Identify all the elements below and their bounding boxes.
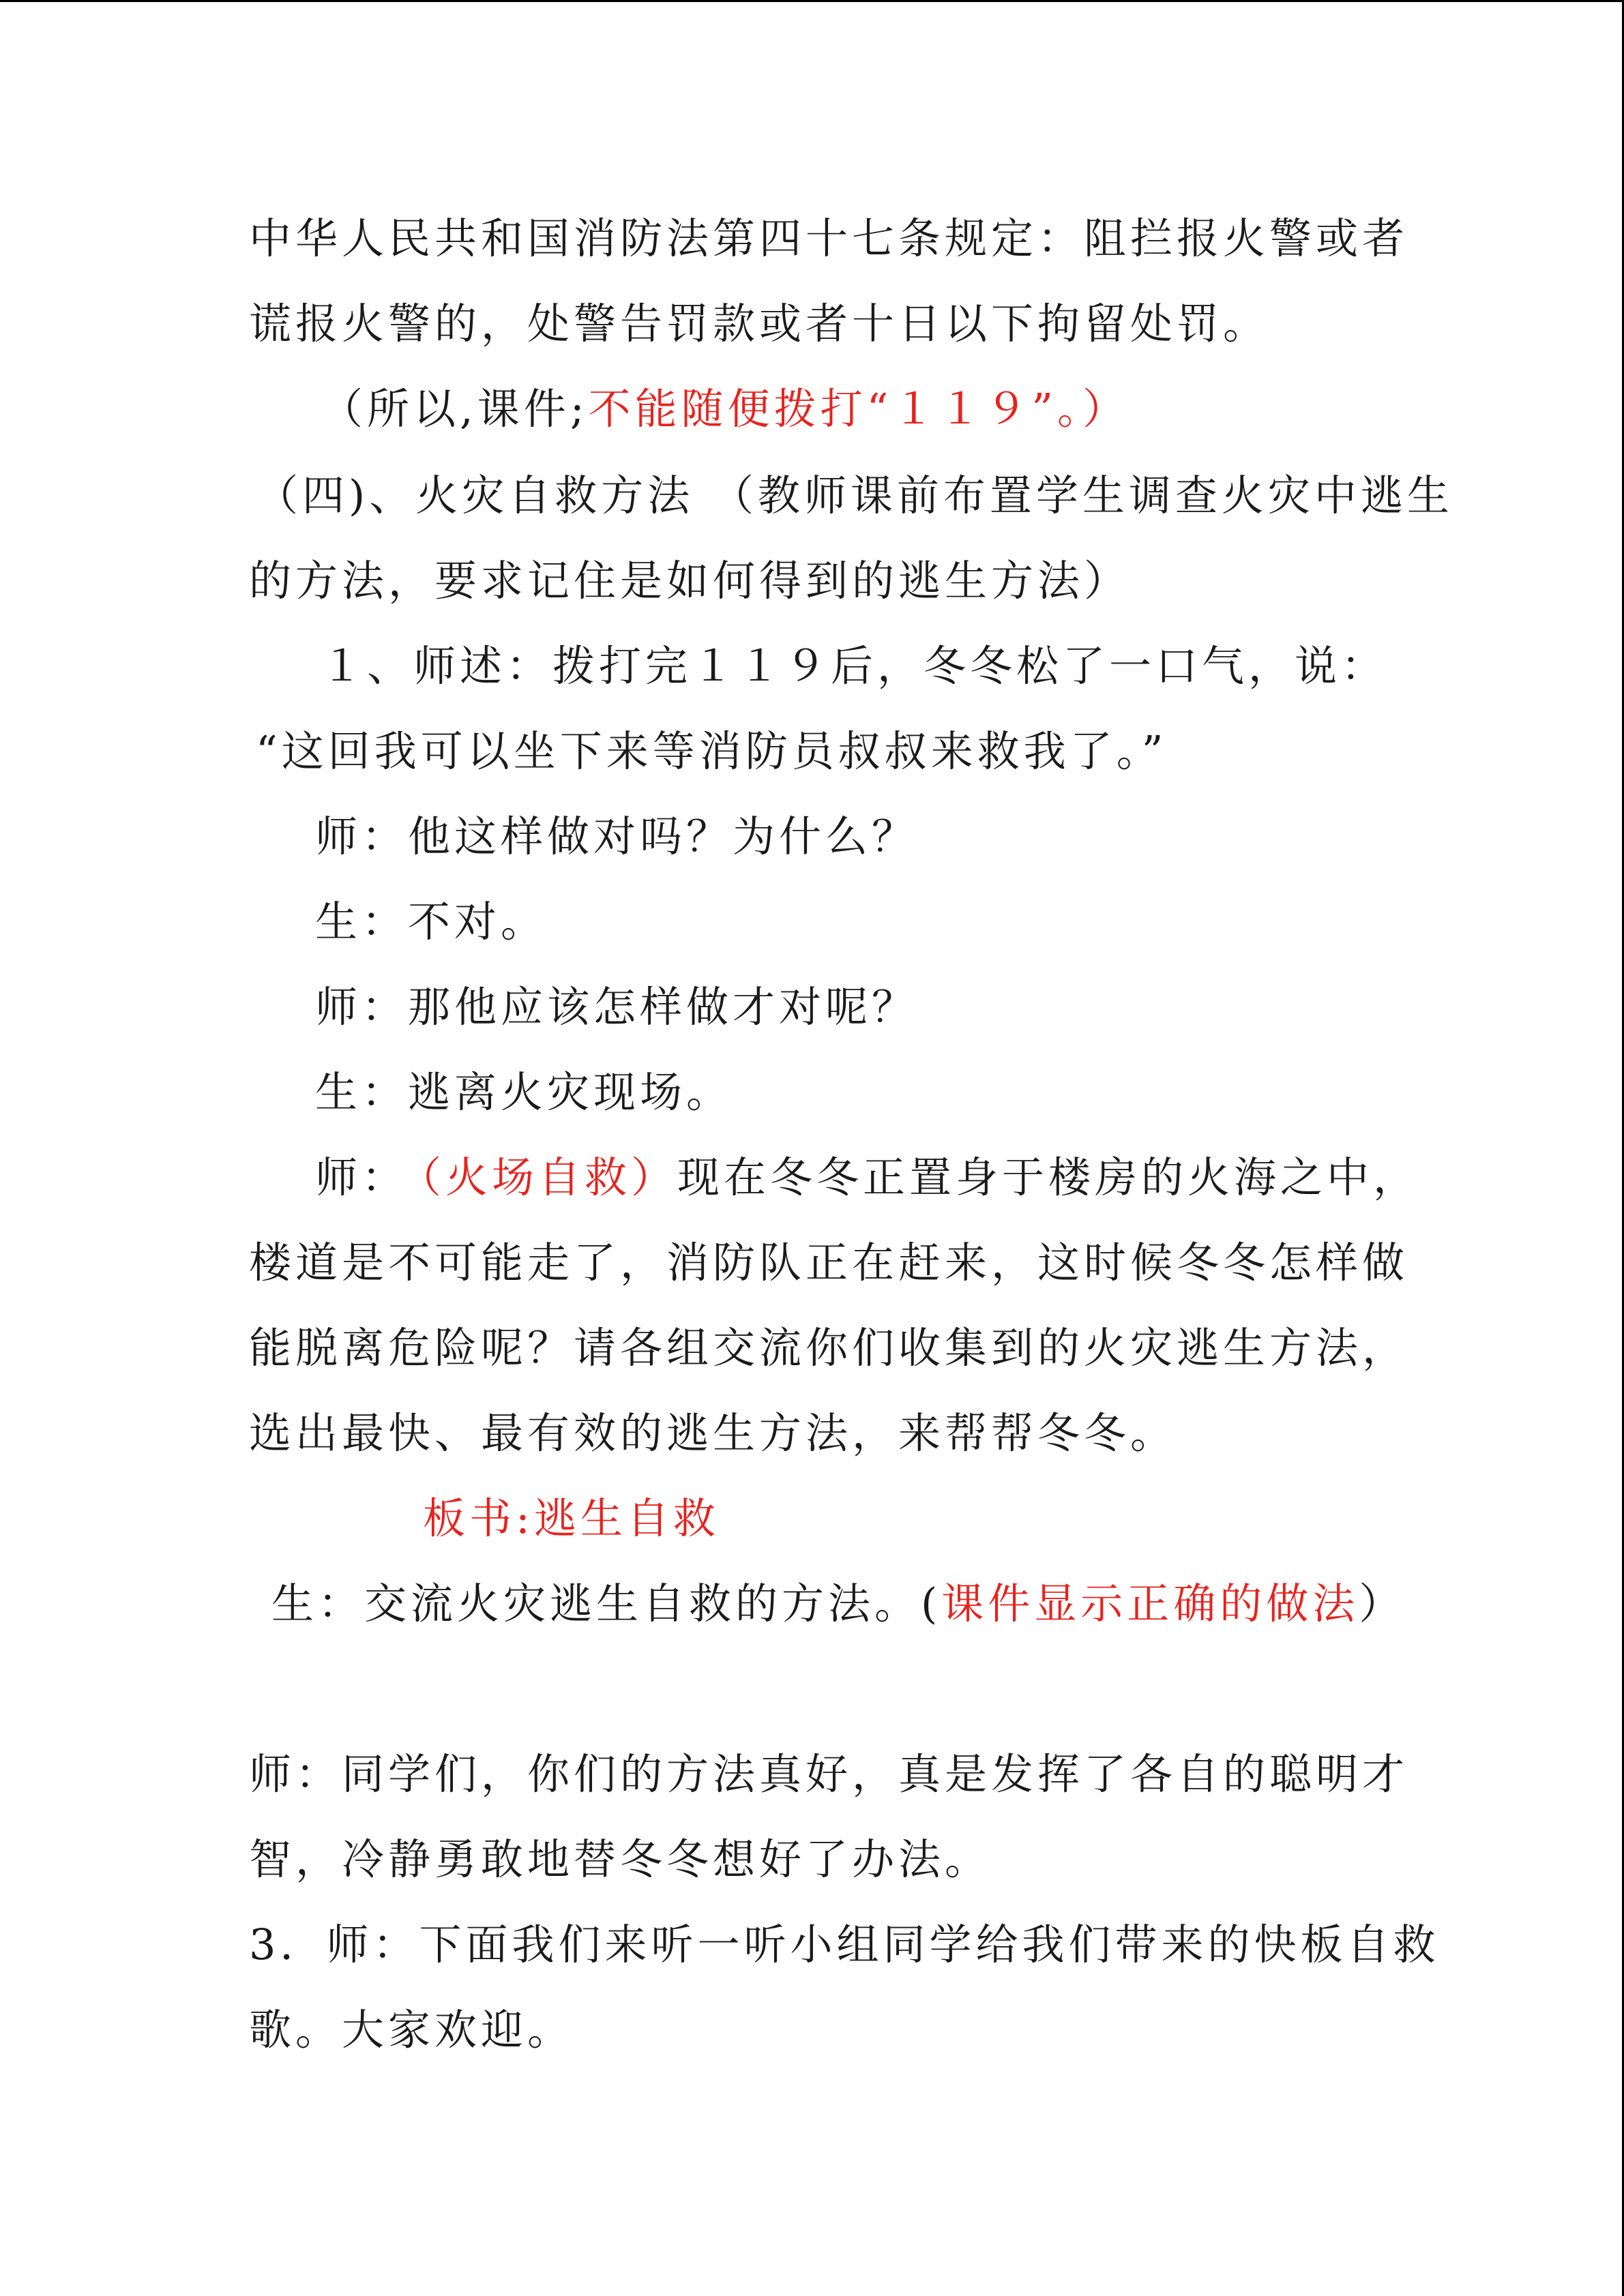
text-run: “这回我可以坐下来等消防员叔叔来救我了。” (256, 726, 1168, 776)
text-run: （四)、火灾自救方法 （教师课前布置学生调查火灾中逃生 (256, 471, 1453, 520)
paragraph-line (249, 1918, 1439, 1972)
text-run: 选出最快、最有效的逃生方法，来帮帮冬冬。 (249, 1408, 1177, 1458)
dialogue-line (315, 809, 918, 864)
text-run: 师：他这样做对吗？为什么？ (315, 811, 919, 861)
text-run: 现在冬冬正置身于楼房的火海之中， (677, 1152, 1420, 1202)
paragraph-line (321, 639, 1387, 694)
paragraph-line (256, 724, 1167, 779)
paragraph-line (249, 2003, 574, 2057)
paragraph-line (321, 382, 1129, 436)
dialogue-line (315, 980, 918, 1034)
text-run: 中华人民共和国消防法第四十七条规定：阻拦报火警或者 (249, 213, 1409, 263)
paragraph-line (249, 1406, 1177, 1461)
text-run: 师：那他应该怎样做才对呢？ (315, 982, 919, 1032)
text-run: 师： (315, 1152, 409, 1202)
highlight-text: 板书:逃生自救 (423, 1493, 720, 1543)
dialogue-line (271, 1577, 1405, 1631)
blackboard-note (423, 1491, 720, 1546)
text-run: 生：逃离火灾现场。 (315, 1067, 733, 1117)
paragraph-line (249, 1236, 1408, 1290)
text-run: 生：交流火灾逃生自救的方法。( (271, 1579, 942, 1628)
text-run: 谎报火警的，处警告罚款或者十日以下拘留处罚。 (249, 299, 1270, 348)
highlight-text: 不能随便拨打“１１９”。） (588, 384, 1130, 434)
text-run: 3．师：下面我们来听一听小组同学给我们带来的快板自救 (249, 1920, 1440, 1969)
text-run: １、师述：拨打完１１９后，冬冬松了一口气，说： (321, 641, 1388, 691)
text-run: 的方法，要求记住是如何得到的逃生方法） (249, 556, 1131, 606)
dialogue-line (315, 1150, 1419, 1205)
paragraph-line (249, 211, 1408, 266)
dialogue-line (315, 895, 547, 949)
text-run: 能脱离危险呢？请各组交流你们收集到的火灾逃生方法， (249, 1323, 1409, 1373)
text-run: （所以,课件; (321, 384, 589, 434)
highlight-text: （火场自救） (420, 1152, 678, 1202)
text-run: 智，冷静勇敢地替冬冬想好了办法。 (249, 1834, 992, 1884)
highlight-text: 课件显示正确的做法 (941, 1579, 1359, 1628)
text-run: ） (1359, 1579, 1406, 1628)
text-run: 师：同学们，你们的方法真好，真是发挥了各自的聪明才 (249, 1749, 1409, 1799)
text-run: 楼道是不可能走了，消防队正在赶来，这时候冬冬怎样做 (249, 1238, 1409, 1287)
paragraph-line (249, 1321, 1408, 1375)
paragraph-line (249, 1832, 991, 1887)
paragraph-line (249, 297, 1269, 351)
text-run: 生：不对。 (315, 897, 548, 946)
text-run: 歌。大家欢迎。 (249, 2005, 574, 2055)
dialogue-line (315, 1065, 733, 1120)
paragraph-line (249, 1747, 1408, 1802)
paragraph-line (249, 554, 1130, 608)
section-heading-line (256, 468, 1453, 523)
